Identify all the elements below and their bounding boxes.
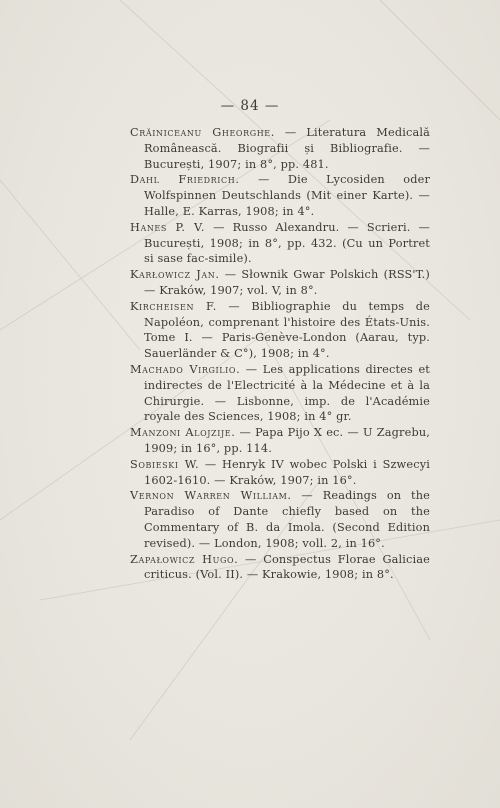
- entry-author: Hanes P. V.: [130, 220, 206, 234]
- page-number: — 84 —: [220, 98, 280, 114]
- entry-text: — Słownik Gwar Polskich (RSS'T.) — Kraków, 1907; vol. V, in 8°.: [144, 268, 430, 297]
- bibliography-entry: [130, 172, 430, 219]
- entry-author: Machado Virgilio.: [130, 362, 241, 376]
- bibliography-entry: [130, 362, 430, 425]
- entry-author: Zapałowicz Hugo.: [130, 552, 239, 566]
- entry-text: — Literatura Medicală Românească. Biografii și Bibliografie. — București, 1907; in 8°, pp. 481.: [144, 126, 430, 171]
- bibliography-entry: [130, 267, 430, 299]
- entry-author: Sobieski W.: [130, 457, 200, 471]
- entry-text: — Readings on the Paradiso of Dante chiefly based on the Commentary of B. da Imola. (Second Edition revised). — London, 1908; voll. 2, in 16°.: [144, 489, 430, 550]
- entry-text: — Henryk IV wobec Polski i Szwecyi 1602-1610. — Kraków, 1907; in 16°.: [144, 457, 430, 487]
- entry-author: Crăiniceanu Gheorghe.: [130, 126, 275, 139]
- entry-text: — Papa Pijo X ec. — U Zagrebu, 1909; in 16°, pp. 114.: [144, 426, 430, 455]
- entry-author: Kircheisen F.: [130, 299, 217, 313]
- entry-text: — Conspectus Florae Galiciae criticus. (Vol. II). — Krakowie, 1908; in 8°.: [144, 552, 430, 582]
- entry-author: Dahl Friedrich.: [130, 173, 240, 187]
- bibliography-entry: [130, 425, 430, 457]
- bibliography-entry: [130, 299, 430, 362]
- bibliography-entry: [130, 552, 430, 584]
- entry-text: — Les applications directes et indirectes de l'Electricité à la Médecine et à la Chirurgie. — Lisbonne, imp. de l'Académie royale des Sciences, 1908; in 4° gr.: [144, 362, 430, 424]
- bibliography-list: [130, 125, 430, 583]
- entry-author: Vernon Warren William.: [130, 489, 292, 503]
- bibliography-entry: [130, 125, 430, 172]
- entry-author: Manzoni Alojzije.: [130, 426, 236, 440]
- entry-text: — Bibliographie du temps de Napoléon, comprenant l'histoire des États-Unis. Tome I. — Paris-Genève-London (Aarau, typ. Sauerländer & C°), 1908; in 4°.: [144, 299, 430, 361]
- bibliography-entry: [130, 457, 430, 489]
- entry-text: — Die Lycosiden oder Wolfspinnen Deutschlands (Mit einer Karte). — Halle, E. Karras, 1908; in 4°.: [144, 173, 431, 218]
- bibliography-entry: [130, 220, 430, 267]
- entry-text: — Russo Alexandru. — Scrieri. — București, 1908; in 8°, pp. 432. (Cu un Portret si sase fac-simile).: [144, 220, 430, 266]
- bibliography-entry: [130, 488, 430, 551]
- entry-author: Karłowicz Jan.: [130, 268, 220, 282]
